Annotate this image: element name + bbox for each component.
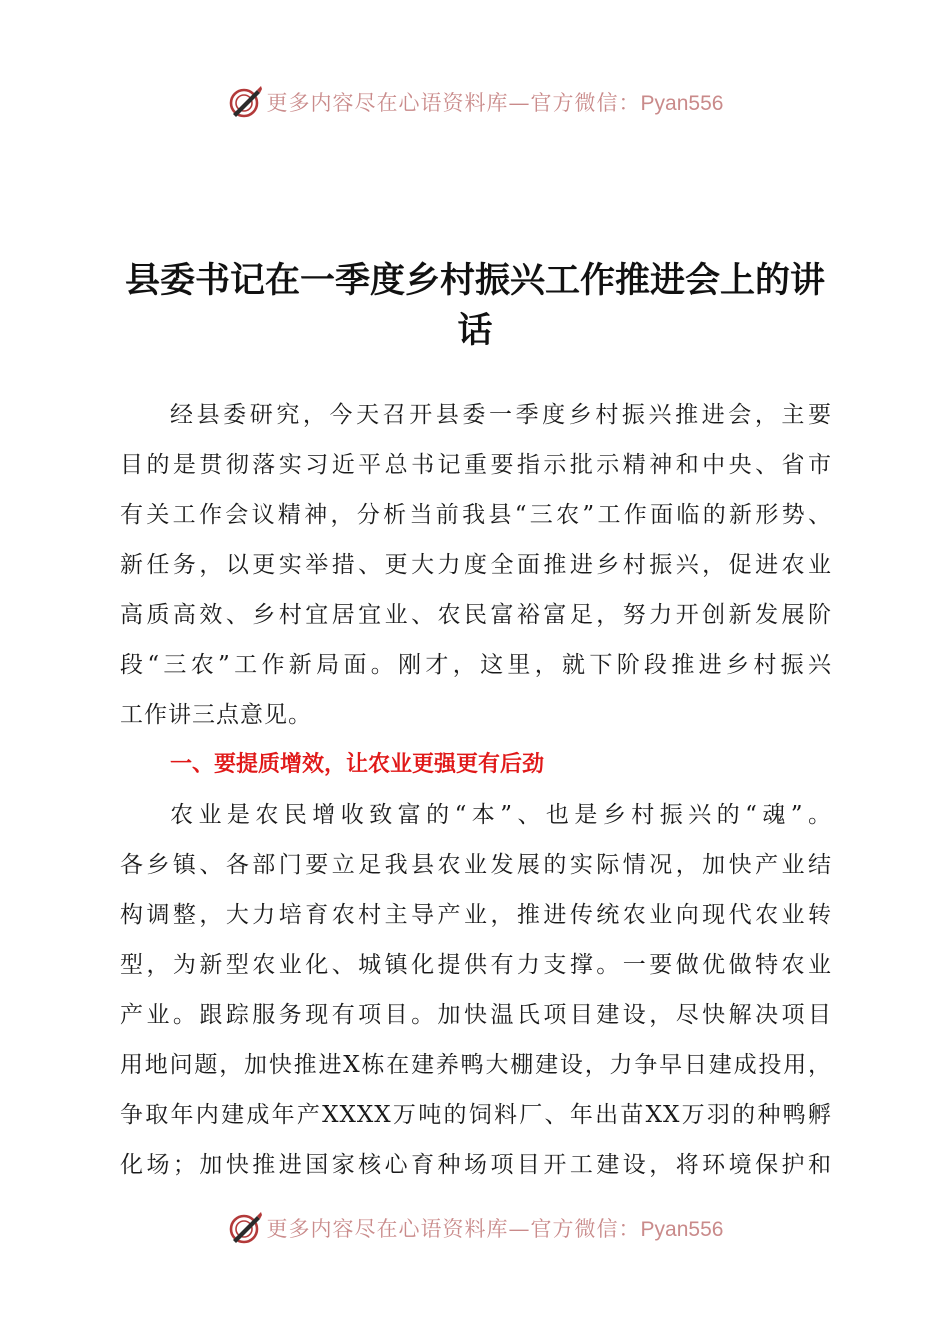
footer-wechat-id: Pyan556: [640, 1218, 724, 1241]
title-line-1: 县委书记在一季度乡村振兴工作推进会上的讲: [124, 261, 825, 301]
intro-line: 段“三农”工作新局面。刚才，这里，就下阶段推进乡村振兴: [120, 652, 832, 678]
intro-line: 新任务，以更实举措、更大力度全面推进乡村振兴，促进农业: [120, 552, 832, 578]
document-body: [120, 390, 832, 1190]
pen-logo-icon: [227, 84, 263, 120]
pen-logo-icon: [227, 1210, 263, 1246]
document-title: [100, 256, 850, 356]
intro-line: 有关工作会议精神，分析当前我县“三农”工作面临的新形势、: [120, 502, 832, 528]
title-line-2: 话: [457, 311, 493, 351]
section-line: 用地问题，加快推进X栋在建养鸭大棚建设，力争早日建成投用，: [120, 1052, 832, 1078]
header-wechat-id: Pyan556: [640, 92, 724, 115]
section-line: 农业是农民增收致富的“本”、也是乡村振兴的“魂”。: [170, 802, 832, 828]
section-line: 争取年内建成年产XXXX万吨的饲料厂、年出苗XX万羽的种鸭孵: [120, 1102, 832, 1128]
header-banner-text: 更多内容尽在心语资料库—官方微信：Pyan556: [266, 91, 724, 115]
section-line: 型，为新型农业化、城镇化提供有力支撑。一要做优做特农业: [120, 952, 832, 978]
footer-banner: [0, 1208, 950, 1248]
section-line: 构调整，大力培育农村主导产业，推进传统农业向现代农业转: [120, 902, 832, 928]
intro-line: 工作讲三点意见。: [120, 702, 312, 728]
header-banner: [0, 82, 950, 122]
section-line: 产业。跟踪服务现有项目。加快温氏项目建设，尽快解决项目: [120, 1002, 832, 1028]
section-heading: 一、要提质增效，让农业更强更有后劲: [170, 752, 545, 777]
section-line: 化场；加快推进国家核心育种场项目开工建设，将环境保护和: [120, 1152, 832, 1178]
footer-banner-text: 更多内容尽在心语资料库—官方微信：Pyan556: [266, 1217, 724, 1241]
intro-line: 高质高效、乡村宜居宜业、农民富裕富足，努力开创新发展阶: [120, 602, 832, 628]
intro-paragraph: [120, 390, 832, 740]
section-line: 各乡镇、各部门要立足我县农业发展的实际情况，加快产业结: [120, 852, 832, 878]
intro-line: 经县委研究，今天召开县委一季度乡村振兴推进会，主要: [170, 402, 832, 428]
intro-line: 目的是贯彻落实习近平总书记重要指示批示精神和中央、省市: [120, 452, 832, 478]
section-paragraph: [120, 790, 832, 1190]
